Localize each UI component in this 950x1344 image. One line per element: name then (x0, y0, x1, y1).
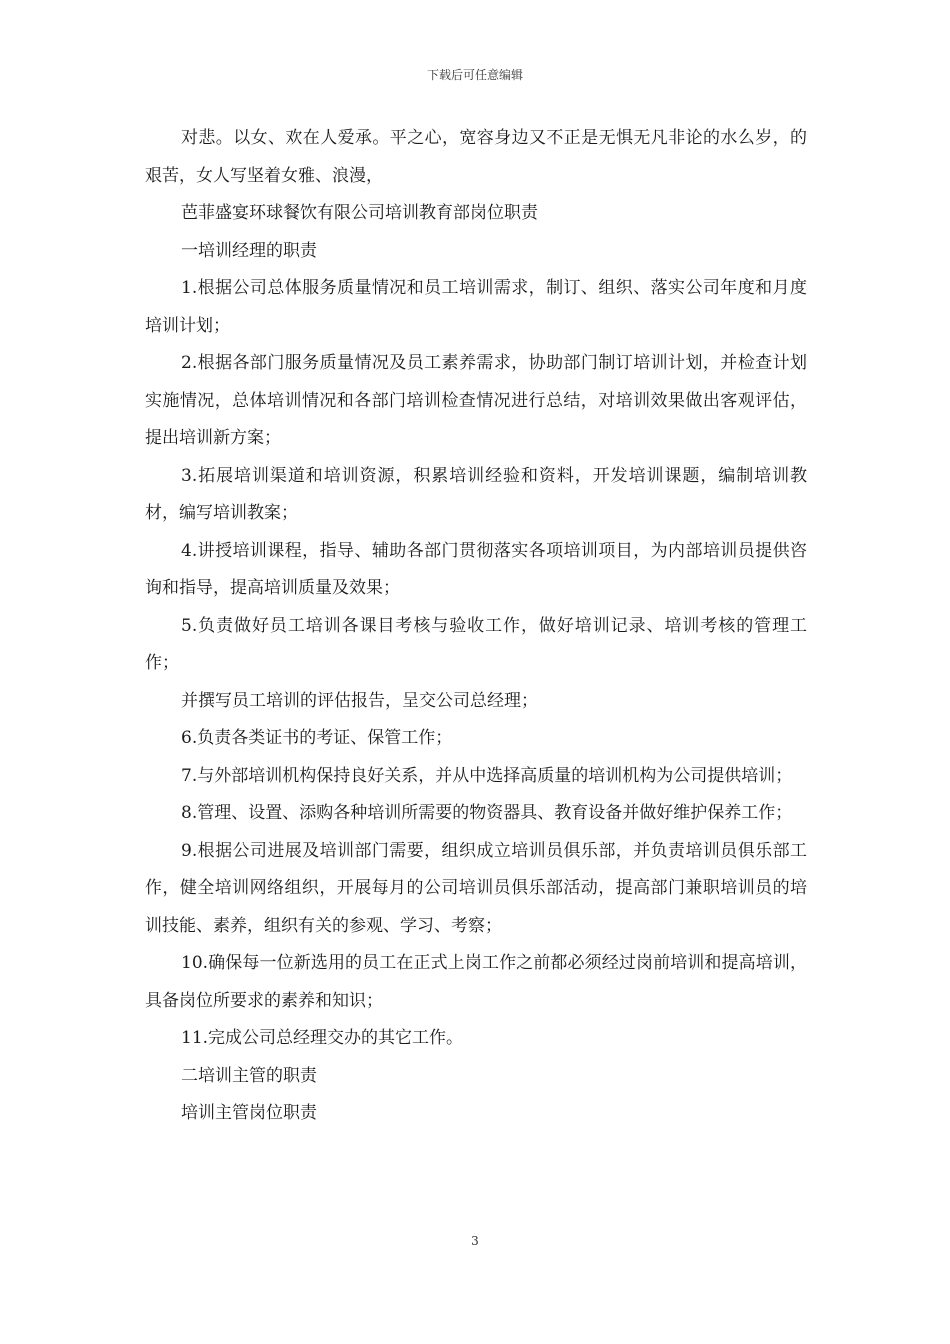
page-number: 3 (471, 1234, 479, 1248)
duty-item-4: 4.讲授培训课程，指导、辅助各部门贯彻落实各项培训项目，为内部培训员提供咨询和指导，提高培训质量及效果； (145, 540, 807, 598)
duty-item-9: 9.根据公司进展及培训部门需要，组织成立培训员俱乐部，并负责培训员俱乐部工作，健全培训网络组织，开展每月的公司培训员俱乐部活动，提高部门兼职培训员的培训技能、素养，组织有关的参观、学习、考察； (145, 840, 807, 936)
duty-item-1: 1.根据公司总体服务质量情况和员工培训需求，制订、组织、落实公司年度和月度培训计划； (145, 278, 807, 336)
duty-item-7: 7.与外部培训机构保持良好关系，并从中选择高质量的培训机构为公司提供培训； (181, 765, 793, 786)
subsection-heading-supervisor-duties: 培训主管岗位职责 (181, 1103, 317, 1123)
section-heading-training-supervisor: 二培训主管的职责 (181, 1065, 317, 1086)
duty-item-10: 10.确保每一位新选用的员工在正式上岗工作之前都必须经过岗前培训和提高培训，具备岗位所要求的素养和知识； (145, 953, 807, 1011)
duty-item-5-continued: 并撰写员工培训的评估报告，呈交公司总经理； (181, 690, 538, 711)
page-header: 下载后可任意编辑 (426, 68, 523, 82)
duty-item-6: 6.负责各类证书的考证、保管工作； (181, 728, 453, 748)
paragraph-intro: 对悲。以女、欢在人爱承。平之心，宽容身边又不正是无惧无凡非论的水么岁，的艰苦，女人写坚着女雅、浪漫， (145, 128, 807, 186)
document-title: 芭菲盛宴环球餐饮有限公司培训教育部岗位职责 (181, 203, 538, 223)
duty-item-11: 11.完成公司总经理交办的其它工作。 (181, 1028, 464, 1048)
duty-item-3: 3.拓展培训渠道和培训资源，积累培训经验和资料，开发培训课题，编制培训教材，编写培训教案； (145, 465, 807, 523)
document-body (145, 120, 807, 1133)
section-heading-training-manager: 一培训经理的职责 (181, 240, 317, 261)
duty-item-5: 5.负责做好员工培训各课目考核与验收工作，做好培训记录、培训考核的管理工作； (145, 615, 807, 673)
duty-item-8: 8.管理、设置、添购各种培训所需要的物资器具、教育设备并做好维护保养工作； (181, 803, 793, 823)
duty-item-2: 2.根据各部门服务质量情况及员工素养需求，协助部门制订培训计划，并检查计划实施情况，总体培训情况和各部门培训检查情况进行总结，对培训效果做出客观评估，提出培训新方案； (145, 353, 807, 448)
